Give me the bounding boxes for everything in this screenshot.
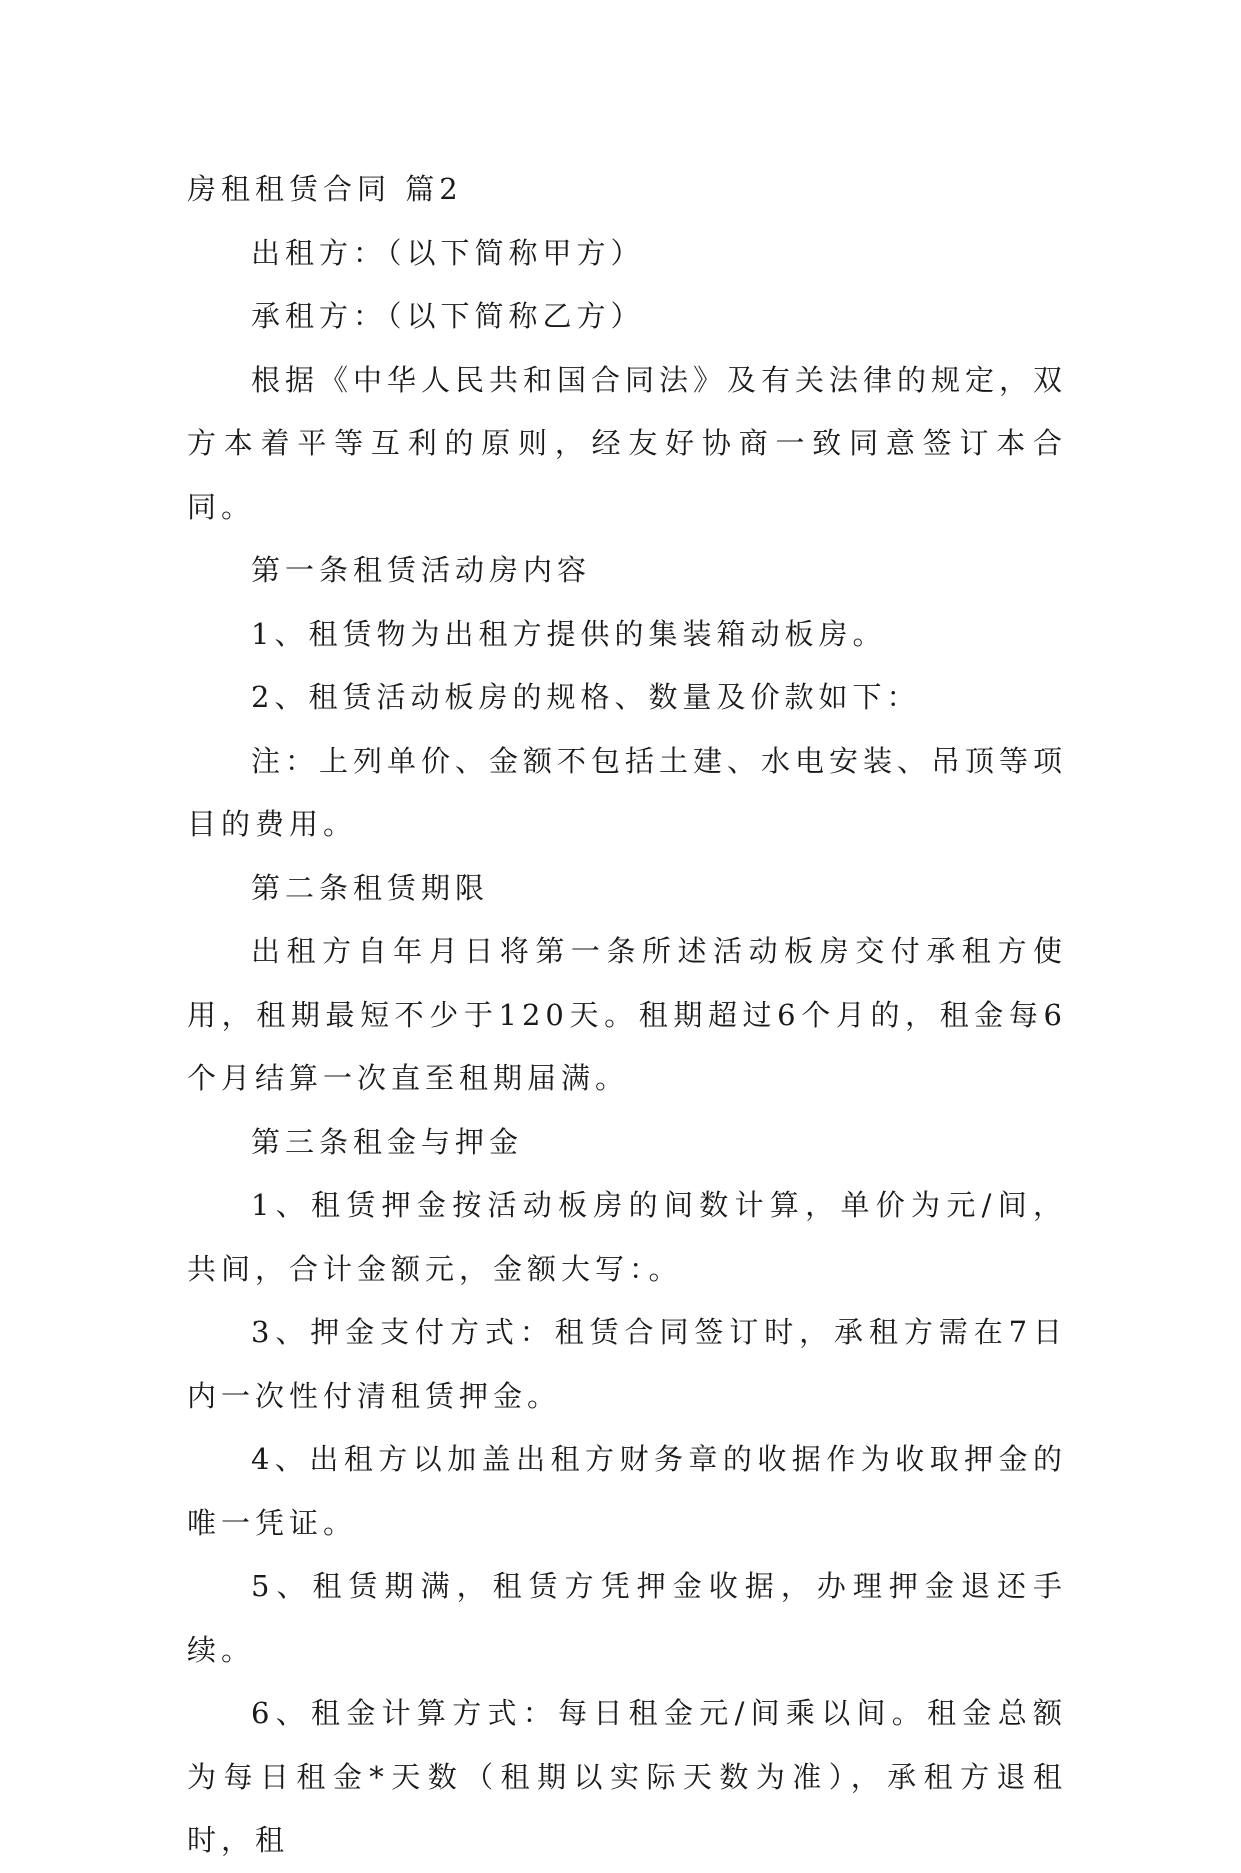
article-1-item-2: 2、租赁活动板房的规格、数量及价款如下： (251, 680, 921, 714)
article-3-item-1: 1、租赁押金按活动板房的间数计算，单价为元/间，共间，合计金额元，金额大写：。 (187, 1188, 1067, 1286)
article-3-heading: 第三条租金与押金 (251, 1124, 524, 1159)
article-2-heading: 第二条租赁期限 (251, 870, 490, 905)
article-3-item-3: 3、押金支付方式：租赁合同签订时，承租方需在7日内一次性付清租赁押金。 (187, 1315, 1067, 1413)
article-3-item-6: 6、租金计算方式：每日租金元/间乘以间。租金总额为每日租金*天数（租期以实际天数为准），承租方退租时，租 (187, 1696, 1067, 1857)
article-3-item-4: 4、出租方以加盖出租方财务章的收据作为收取押金的唯一凭证。 (187, 1442, 1067, 1540)
preamble-paragraph: 根据《中华人民共和国合同法》及有关法律的规定，双方本着平等互利的原则，经友好协商一致同意签订本合同。 (187, 362, 1068, 524)
article-3-item-5: 5、租赁期满，租赁方凭押金收据，办理押金退还手续。 (187, 1569, 1067, 1667)
party-b-line: 承租方：（以下简称乙方） (251, 299, 645, 333)
document-title: 房租租赁合同 篇2 (187, 172, 463, 206)
party-a-line: 出租方：（以下简称甲方） (251, 235, 645, 270)
article-1-heading: 第一条租赁活动房内容 (251, 553, 592, 587)
document-page (187, 158, 1067, 1873)
article-1-item-1: 1、租赁物为出租方提供的集装箱动板房。 (251, 616, 887, 651)
article-2-body: 出租方自年月日将第一条所述活动板房交付承租方使用，租期最短不少于120天。租期超过6个月的，租金每6个月结算一次直至租期届满。 (187, 934, 1067, 1095)
article-1-note: 注：上列单价、金额不包括土建、水电安装、吊顶等项目的费用。 (187, 743, 1068, 841)
